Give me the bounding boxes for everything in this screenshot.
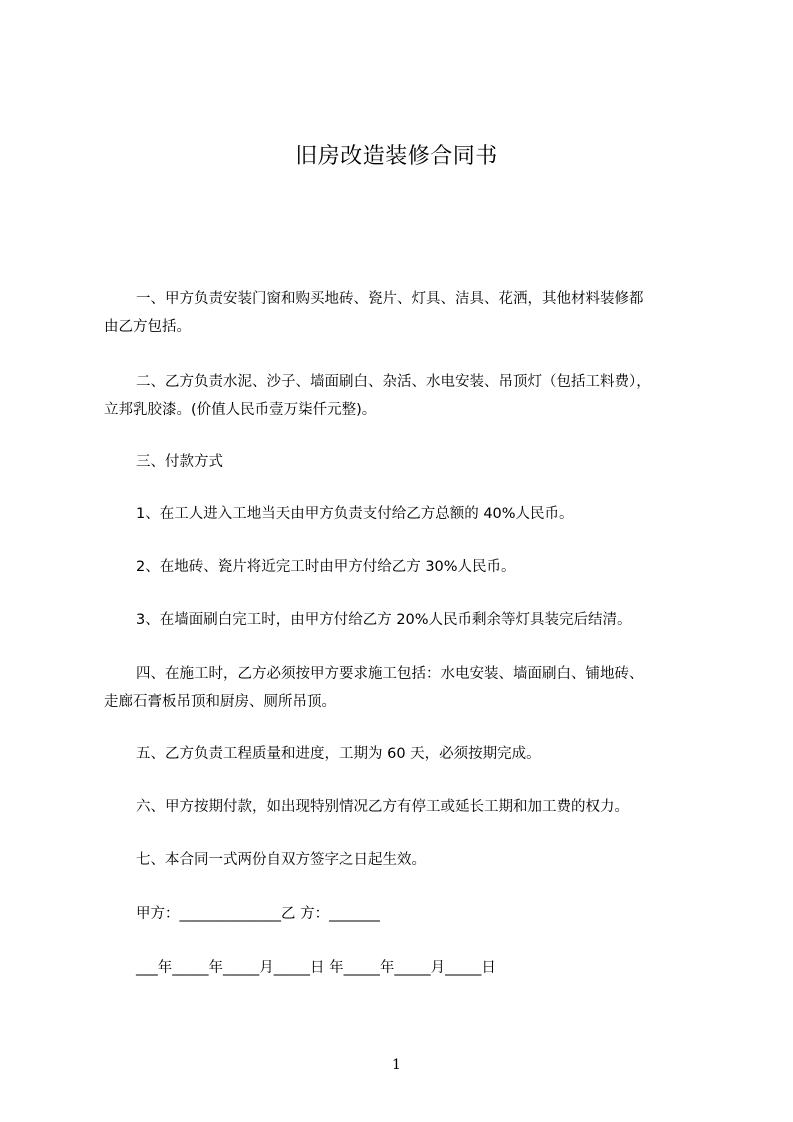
clause-2-line-1: 二、乙方负责水泥、沙子、墙面刷白、杂活、水电安装、吊顶灯（包括工料费）， [136, 374, 651, 390]
clause-6: 六、甲方按期付款，如出现特别情况乙方有停工或延长工期和加工费的权力。 [136, 799, 629, 815]
clause-1-line-2: 由乙方包括。 [104, 319, 191, 335]
payment-item-2: 2、在地砖、瓷片将近完工时由甲方付给乙方 30%人民币。 [136, 559, 516, 575]
payment-item-1: 1、在工人进入工地当天由甲方负责支付给乙方总额的 40%人民币。 [136, 506, 574, 522]
page-number: 1 [392, 1057, 401, 1073]
clause-5: 五、乙方负责工程质量和进度，工期为 60 天，必须按期完成。 [136, 746, 541, 762]
clause-4-line-2: 走廊石膏板吊顶和厨房、厕所吊顶。 [104, 694, 336, 710]
clause-1-line-1: 一、甲方负责安装门窗和购买地砖、瓷片、灯具、洁具、花洒，其他材料装修都 [136, 291, 644, 307]
clause-4-line-1: 四、在施工时，乙方必须按甲方要求施工包括：水电安装、墙面刷白、铺地砖、 [136, 666, 644, 682]
payment-item-3: 3、在墙面刷白完工时，由甲方付给乙方 20%人民币剩余等灯具装完后结清。 [136, 612, 632, 628]
signature-line: 甲方：______________乙 方：_______ [136, 906, 380, 922]
clause-3-heading: 三、付款方式 [136, 454, 223, 470]
date-line: ___年_____年_____月_____日 年_____年_____月_____日 [136, 960, 496, 976]
clause-2-line-2: 立邦乳胶漆。(价值人民币壹万柒仟元整)。 [104, 402, 377, 418]
clause-7: 七、本合同一式两份自双方签字之日起生效。 [136, 852, 426, 868]
contract-title: 旧房改造装修合同书 [295, 144, 498, 169]
